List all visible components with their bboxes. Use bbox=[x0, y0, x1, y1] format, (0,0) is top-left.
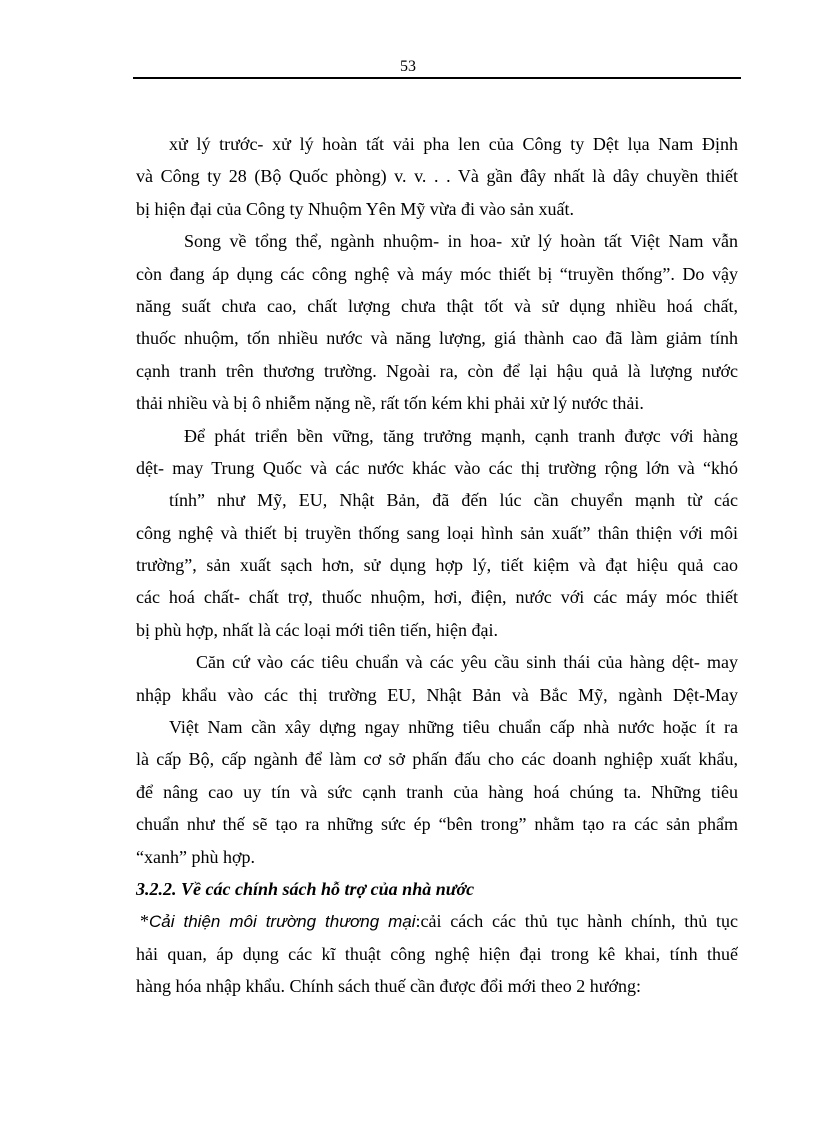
lead-rest: :cải cách các thủ tục hành chính, thủ tục bbox=[415, 911, 738, 932]
text-line: cạnh tranh trên thương trường. Ngoài ra, còn để lại hậu quả là lượng nước bbox=[136, 360, 738, 381]
text-line: thuốc nhuộm, tốn nhiều nước và năng lượng, giá thành cao đã làm giảm tính bbox=[136, 328, 738, 349]
text-line: tính” như Mỹ, EU, Nhật Bản, đã đến lúc cần chuyển mạnh từ các bbox=[169, 490, 738, 511]
text-line: các hoá chất- chất trợ, thuốc nhuộm, hơi, điện, nước với các máy móc thiết bbox=[136, 587, 738, 608]
text-line: là cấp Bộ, cấp ngành để làm cơ sở phấn đấu cho các doanh nghiệp xuất khẩu, bbox=[136, 749, 738, 770]
text-line: Việt Nam cần xây dựng ngay những tiêu chuẩn cấp nhà nước hoặc ít ra bbox=[169, 717, 738, 738]
text-line: thải nhiều và bị ô nhiễm nặng nề, rất tốn kém khi phải xử lý nước thải. bbox=[136, 393, 644, 414]
text-line: còn đang áp dụng các công nghệ và máy móc thiết bị “truyền thống”. Do vậy bbox=[136, 263, 738, 284]
text-line: Căn cứ vào các tiêu chuẩn và các yêu cầu sinh thái của hàng dệt- may bbox=[196, 652, 738, 673]
text-line: trường”, sản xuất sạch hơn, sử dụng hợp lý, tiết kiệm và đạt hiệu quả cao bbox=[136, 555, 738, 576]
body-text bbox=[136, 128, 738, 1003]
text-line: xử lý trước- xử lý hoàn tất vải pha len của Công ty Dệt lụa Nam Định bbox=[169, 134, 738, 154]
page-number: 53 bbox=[400, 58, 416, 75]
text-line: bị hiện đại của Công ty Nhuộm Yên Mỹ vừa đi vào sản xuất. bbox=[136, 198, 575, 219]
text-line: Song về tổng thể, ngành nhuộm- in hoa- xử lý hoàn tất Việt Nam vẫn bbox=[184, 231, 738, 252]
paragraph-2 bbox=[136, 225, 738, 419]
text-line: công nghệ và thiết bị truyền thống sang loại hình sản xuất” thân thiện với môi bbox=[136, 522, 738, 543]
section-paragraph bbox=[136, 905, 738, 1002]
text-line bbox=[136, 905, 738, 937]
bullet-asterisk: * bbox=[140, 911, 149, 932]
text-line: hải quan, áp dụng các kĩ thuật công nghệ hiện đại trong kê khai, tính thuế bbox=[136, 943, 738, 964]
header-rule bbox=[133, 77, 741, 79]
paragraph-3 bbox=[136, 420, 738, 647]
text-line: bị phù hợp, nhất là các loại mới tiên tiến, hiện đại. bbox=[136, 619, 498, 640]
paragraph-1 bbox=[136, 128, 738, 225]
text-line: hàng hóa nhập khẩu. Chính sách thuế cần được đổi mới theo 2 hướng: bbox=[136, 976, 641, 997]
text-line: để nâng cao uy tín và sức cạnh tranh của hàng hoá chúng ta. Những tiêu bbox=[136, 781, 738, 802]
text-line: “xanh” phù hợp. bbox=[136, 846, 255, 867]
text-line: Để phát triển bền vững, tăng trưởng mạnh, cạnh tranh được với hàng bbox=[184, 425, 738, 446]
text-line: năng suất chưa cao, chất lượng chưa thật tốt và sử dụng nhiều hoá chất, bbox=[136, 295, 738, 316]
text-line: chuẩn như thế sẽ tạo ra những sức ép “bên trong” nhằm tạo ra các sản phẩm bbox=[136, 814, 738, 835]
italic-lead: Cải thiện môi trường thương mại bbox=[149, 912, 416, 932]
text-line: nhập khẩu vào các thị trường EU, Nhật Bản và Bắc Mỹ, ngành Dệt-May bbox=[136, 684, 738, 705]
text-line: dệt- may Trung Quốc và các nước khác vào các thị trường rộng lớn và “khó bbox=[136, 457, 738, 478]
paragraph-4 bbox=[136, 646, 738, 873]
section-heading: 3.2.2. Về các chính sách hỗ trợ của nhà nước bbox=[136, 878, 475, 899]
text-line: và Công ty 28 (Bộ Quốc phòng) v. v. . . Và gần đây nhất là dây chuyền thiết bbox=[136, 166, 738, 187]
